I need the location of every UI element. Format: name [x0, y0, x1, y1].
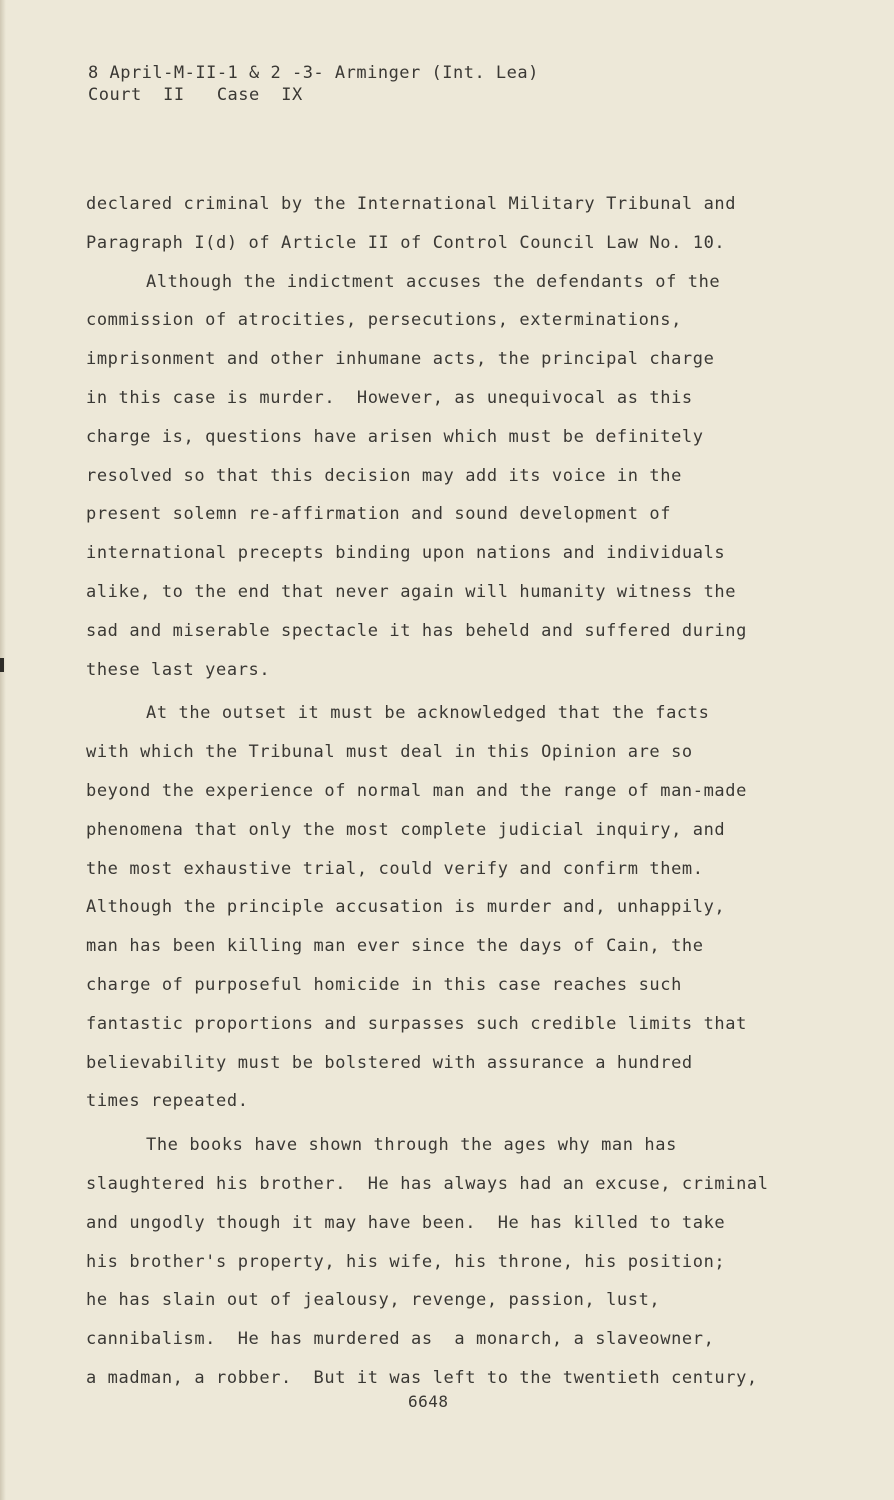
text-line: sad and miserable spectacle it has beheld and suffered during: [86, 620, 747, 641]
margin-mark: [0, 658, 4, 672]
text-line: cannibalism. He has murdered as a monarch, a slaveowner,: [86, 1329, 715, 1350]
text-line: At the outset it must be acknowledged that the facts: [146, 703, 710, 724]
text-line: in this case is murder. However, as unequivocal as this: [86, 387, 693, 408]
paragraph-1: [86, 185, 816, 263]
text-line: Paragraph I(d) of Article II of Control Council Law No. 10.: [86, 232, 726, 253]
text-line: fantastic proportions and surpasses such credible limits that: [86, 1013, 747, 1034]
header-line-1: 8 April-M-II-1 & 2 -3- Arminger (Int. Lea): [88, 63, 539, 83]
document-header: [88, 62, 539, 106]
paragraph-2: [86, 263, 816, 690]
text-line: declared criminal by the International Military Tribunal and: [86, 194, 737, 214]
text-line: man has been killing man ever since the days of Cain, the: [86, 936, 704, 957]
text-line: The books have shown through the ages why man has: [146, 1135, 677, 1156]
page-number: 6648: [408, 1392, 449, 1411]
text-line: Although the indictment accuses the defendants of the: [146, 271, 721, 292]
text-line: the most exhaustive trial, could verify and confirm them.: [86, 858, 704, 879]
text-line: he has slain out of jealousy, revenge, passion, lust,: [86, 1290, 661, 1311]
text-line: Although the principle accusation is murder and, unhappily,: [86, 897, 726, 918]
text-line: times repeated.: [86, 1091, 249, 1112]
text-line: his brother's property, his wife, his throne, his position;: [86, 1251, 726, 1272]
text-line: beyond the experience of normal man and the range of man-made: [86, 780, 747, 801]
text-line: and ungodly though it may have been. He has killed to take: [86, 1212, 726, 1233]
text-line: present solemn re-affirmation and sound development of: [86, 504, 672, 525]
text-line: imprisonment and other inhumane acts, the principal charge: [86, 349, 715, 370]
text-line: phenomena that only the most complete judicial inquiry, and: [86, 819, 726, 840]
text-line: a madman, a robber. But it was left to the twentieth century,: [86, 1367, 758, 1388]
paragraph-4: [86, 1126, 816, 1398]
text-line: slaughtered his brother. He has always had an excuse, criminal: [86, 1173, 769, 1194]
text-line: charge of purposeful homicide in this case reaches such: [86, 974, 682, 995]
header-line-2: Court II Case IX: [88, 85, 303, 105]
text-line: believability must be bolstered with assurance a hundred: [86, 1052, 693, 1073]
text-line: charge is, questions have arisen which must be definitely: [86, 426, 704, 447]
text-line: international precepts binding upon nations and individuals: [86, 543, 726, 564]
document-body: [86, 185, 816, 1398]
text-line: alike, to the end that never again will humanity witness the: [86, 581, 737, 602]
text-line: resolved so that this decision may add its voice in the: [86, 465, 682, 486]
text-line: with which the Tribunal must deal in this Opinion are so: [86, 742, 693, 763]
text-line: commission of atrocities, persecutions, exterminations,: [86, 310, 682, 331]
paragraph-3: [86, 694, 816, 1121]
text-line: these last years.: [86, 659, 271, 680]
page-edge-shadow: [0, 0, 6, 1500]
